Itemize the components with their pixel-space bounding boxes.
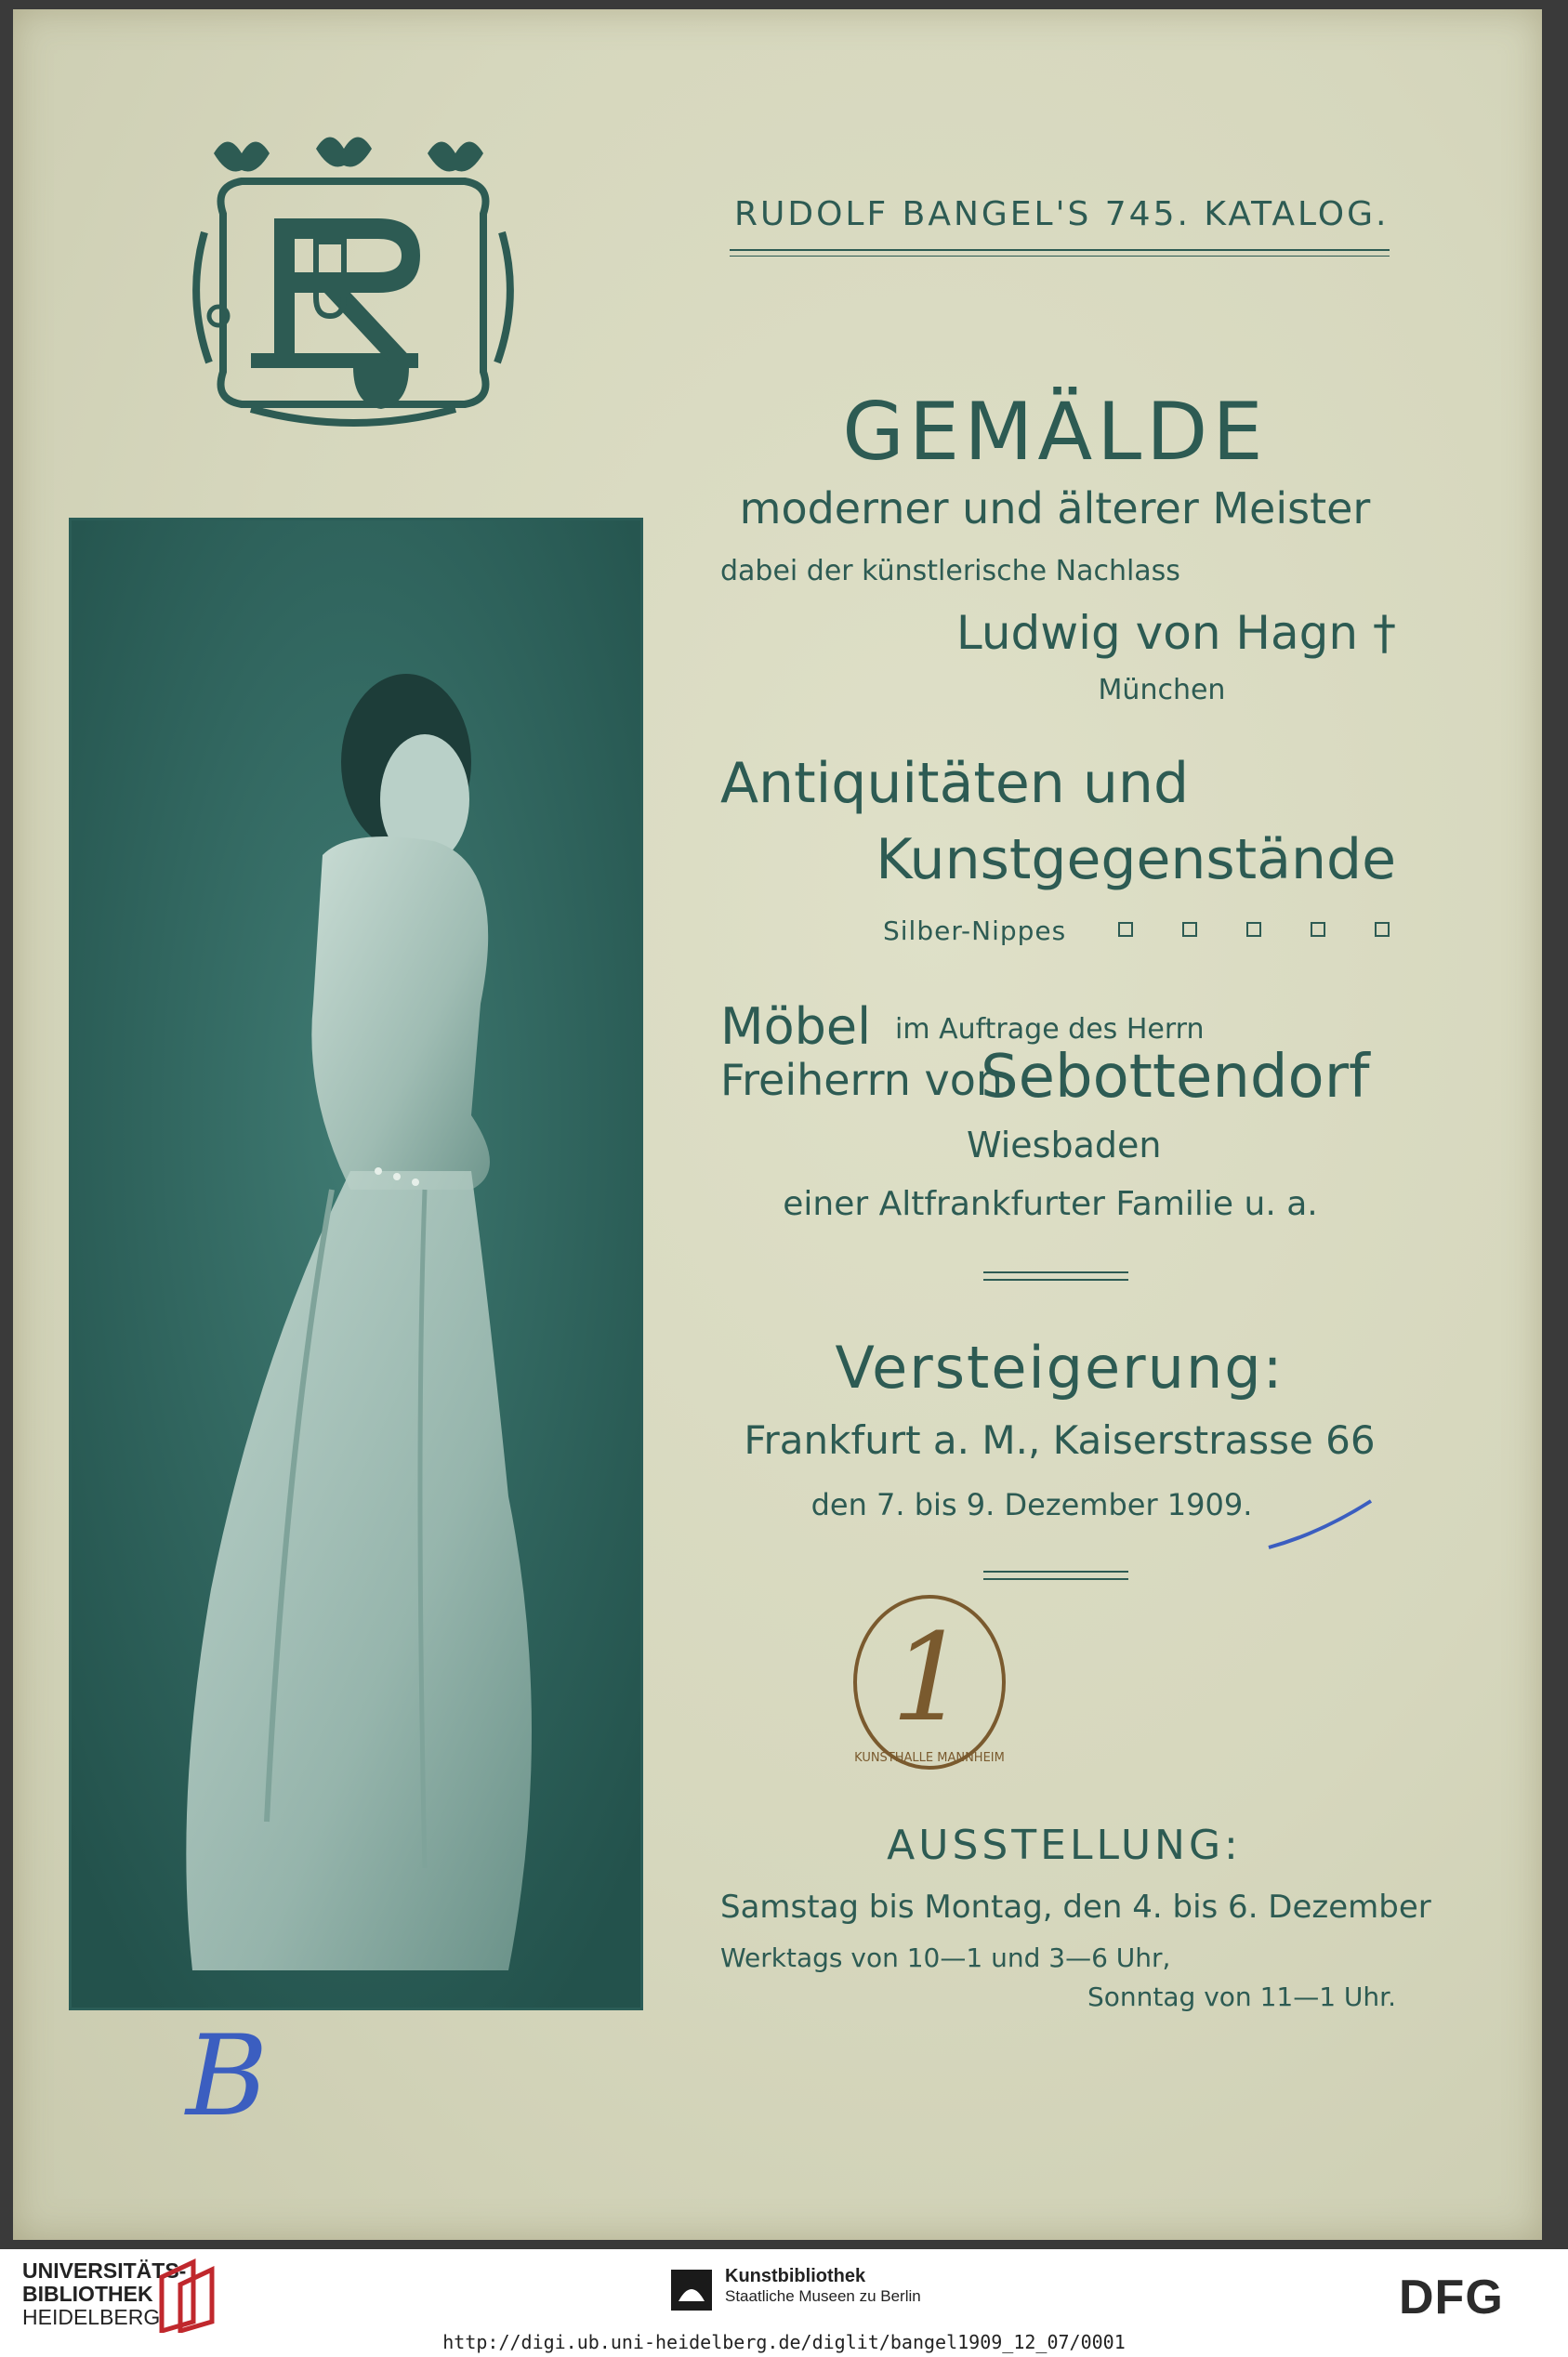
- auction-dates: den 7. bis 9. Dezember 1909.: [810, 1487, 1253, 1522]
- estate-line: dabei der künstlerische Nachlass: [720, 555, 1180, 587]
- title-underline: [730, 249, 1390, 251]
- kunstbibliothek-logo-text[interactable]: [725, 2266, 921, 2307]
- silver-line: Silber-Nippes: [883, 915, 1067, 946]
- stamp-number: 1: [890, 1607, 968, 1748]
- furniture-heading: Möbel: [720, 997, 872, 1056]
- square-ornament: [1118, 922, 1133, 937]
- divider: [983, 1578, 1128, 1580]
- stamp-text: KUNSTHALLE MANNHEIM: [854, 1751, 1005, 1765]
- antiquities-heading-line1: Antiquitäten und: [720, 751, 1190, 816]
- pencil-underline-mark: [1264, 1496, 1376, 1552]
- kunstbibliothek-icon: [671, 2270, 712, 2311]
- title-underline-thin: [730, 256, 1390, 257]
- artist-city: München: [1098, 674, 1226, 706]
- woman-in-gown-illustration: [72, 520, 640, 2008]
- baron-prefix: Freiherrn von: [720, 1055, 1004, 1105]
- square-ornament: [1246, 922, 1261, 937]
- divider: [983, 1279, 1128, 1281]
- subheading-masters: moderner und älterer Meister: [739, 483, 1371, 533]
- square-ornament: [1182, 922, 1197, 937]
- partner-title: Kunstbibliothek: [725, 2266, 866, 2286]
- kunsthalle-mannheim-stamp: [846, 1589, 1013, 1775]
- exhibition-heading: AUSSTELLUNG:: [887, 1822, 1242, 1869]
- rb-monogram-logo: [186, 130, 520, 428]
- sunday-hours: Sonntag von 11—1 Uhr.: [1087, 1982, 1396, 2012]
- library-emblem-icon: [156, 2257, 217, 2333]
- catalog-number-title: RUDOLF BANGEL'S 745. KATALOG.: [734, 195, 1390, 233]
- furniture-commission-text: im Auftrage des Herrn: [895, 1013, 1205, 1046]
- library-line1: UNIVERSITÄTS-: [22, 2258, 187, 2283]
- permalink-url[interactable]: http://digi.ub.uni-heidelberg.de/diglit/bangel1909_12_07/0001: [442, 2331, 1126, 2353]
- artist-name: Ludwig von Hagn †: [955, 606, 1396, 660]
- baron-city: Wiesbaden: [967, 1125, 1162, 1165]
- pencil-mark-b: B: [186, 2012, 269, 2141]
- family-line: einer Altfrankfurter Familie u. a.: [783, 1185, 1318, 1223]
- library-line3: HEIDELBERG: [22, 2305, 161, 2329]
- library-line2: BIBLIOTHEK: [22, 2282, 153, 2306]
- antiquities-heading-line2: Kunstgegenstände: [876, 827, 1396, 892]
- auction-heading: Versteigerung:: [835, 1334, 1285, 1402]
- baron-name: Sebottendorf: [981, 1043, 1370, 1112]
- divider: [983, 1571, 1128, 1573]
- dfg-logo[interactable]: DFG: [1399, 2271, 1504, 2324]
- heading-paintings: GEMÄLDE: [842, 386, 1268, 479]
- partner-subtitle: Staatliche Museen zu Berlin: [725, 2287, 921, 2305]
- auction-place: Frankfurt a. M., Kaiserstrasse 66: [744, 1417, 1376, 1463]
- weekday-hours: Werktags von 10—1 und 3—6 Uhr,: [720, 1942, 1171, 1973]
- portrait-photograph: [72, 520, 640, 2008]
- square-ornament: [1375, 922, 1390, 937]
- square-ornament: [1311, 922, 1325, 937]
- divider: [983, 1271, 1128, 1273]
- exhibition-days: Samstag bis Montag, den 4. bis 6. Dezember: [720, 1889, 1431, 1926]
